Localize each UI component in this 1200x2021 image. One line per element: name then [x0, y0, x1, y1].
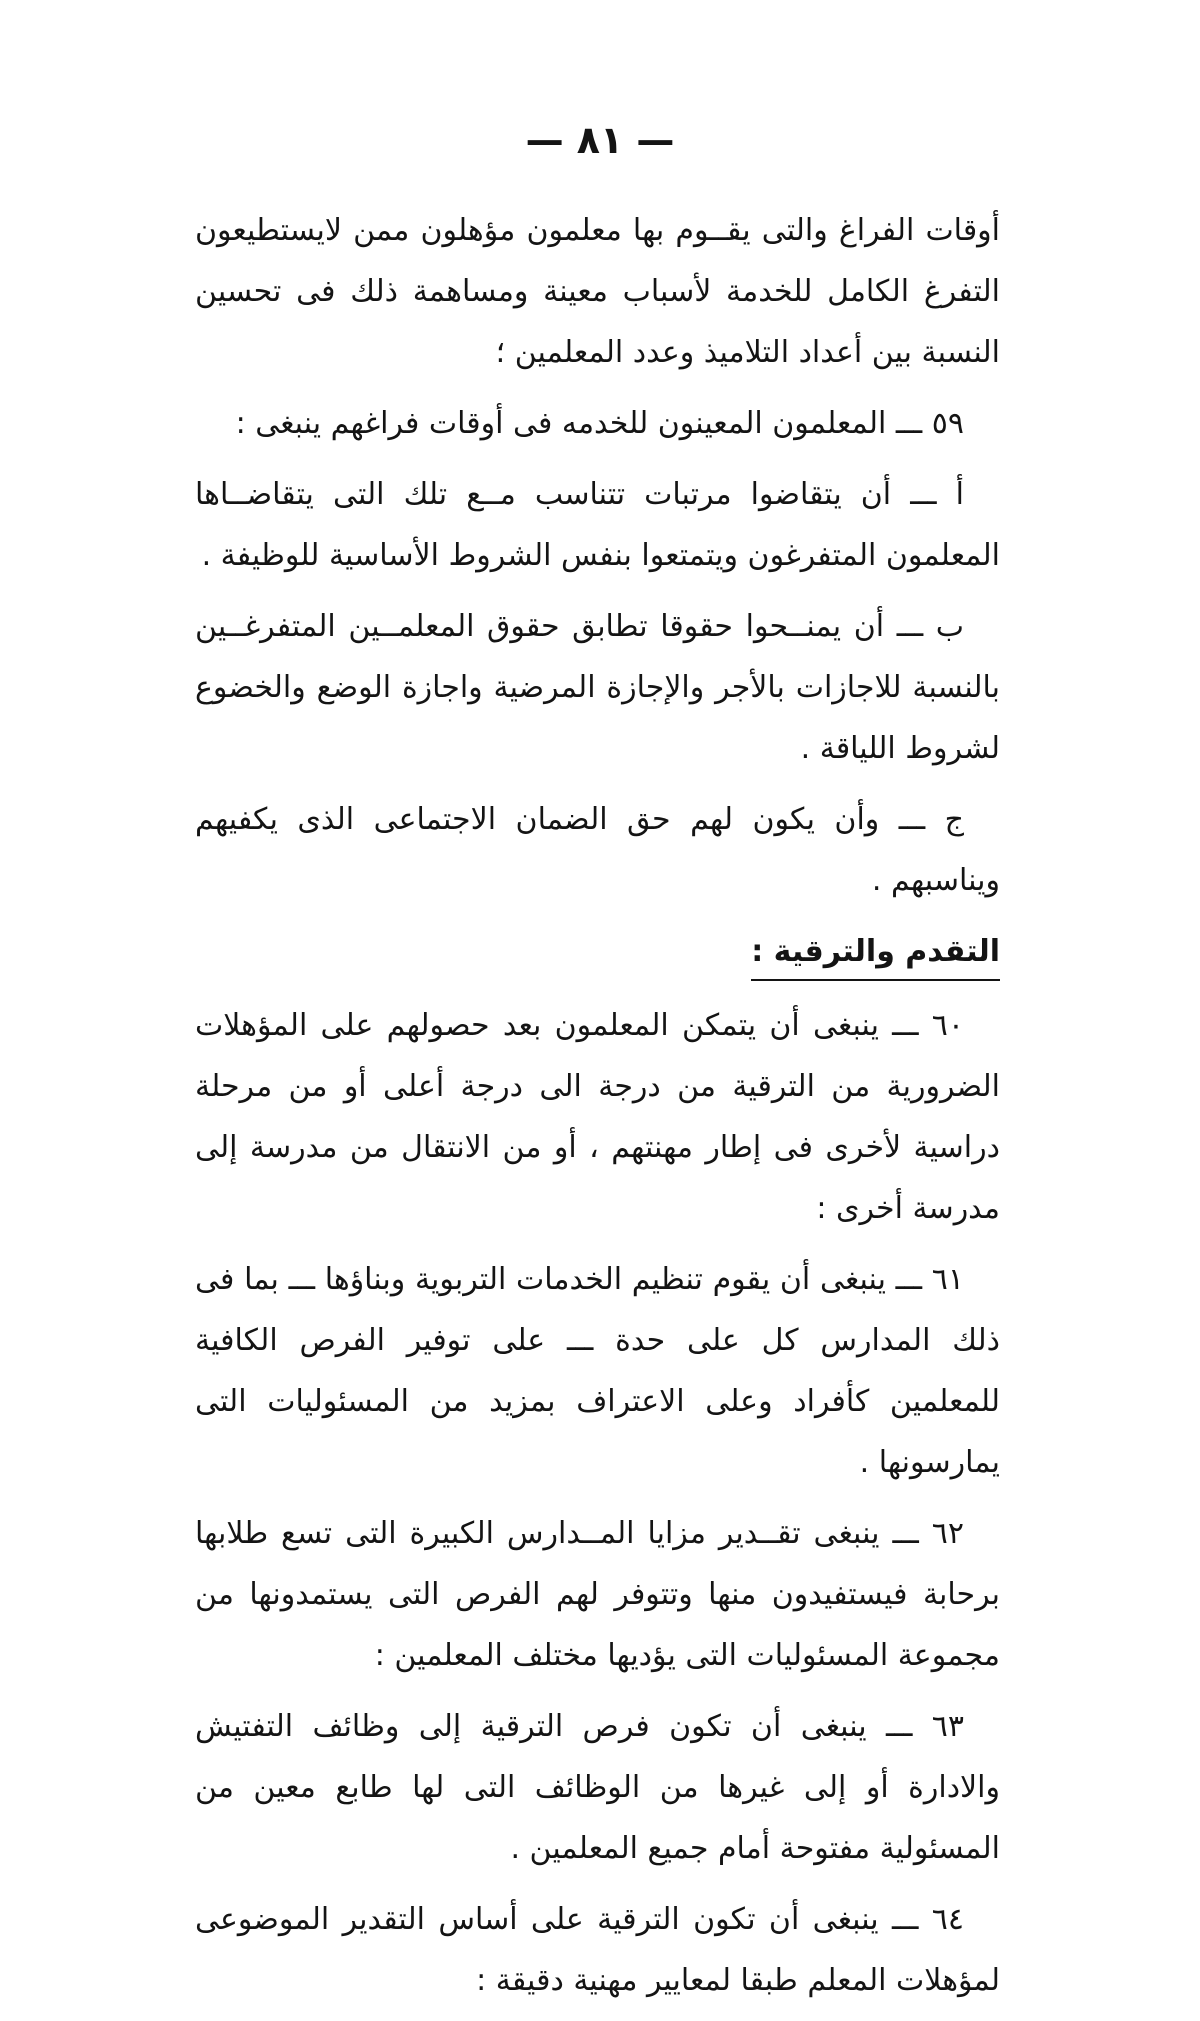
item-61: ٦١ ـــ ينبغى أن يقوم تنظيم الخدمات التربوية وبناؤها ـــ بما فى ذلك المدارس كل على حدة ـــ على توفير الفرص الكافية للمعلمين كأفراد وعلى الاعتراف بمزيد من المسئوليات التى يمارسونها .: [195, 1262, 1000, 1480]
item-63: ٦٣ ـــ ينبغى أن تكون فرص الترقية إلى وظائف التفتيش والادارة أو إلى غيرها من الوظائف التى لها طابع معين من المسئولية مفتوحة أمام جميع المعلمين .: [195, 1709, 1000, 1866]
body-text: [195, 200, 1000, 2021]
item-60: ٦٠ ـــ ينبغى أن يتمكن المعلمون بعد حصولهم على المؤهلات الضرورية من الترقية من درجة الى درجة أعلى أو من مرحلة دراسية لأخرى فى إطار مهنتهم ، أو من الانتقال من مدرسة إلى مدرسة أخرى :: [195, 1008, 1000, 1226]
item-62: ٦٢ ـــ ينبغى تقــدير مزايا المــدارس الكبيرة التى تسع طلابها برحابة فيستفيدون منها وتتوفر لهم الفرص التى يستمدونها من مجموعة المسئوليات التى يؤديها مختلف المعلمين :: [195, 1516, 1000, 1673]
item-59: ٥٩ ـــ المعلمون المعينون للخدمه فى أوقات فراغهم ينبغى :: [235, 406, 964, 441]
item-59-b: ب ـــ أن يمنــحوا حقوقا تطابق حقوق المعلمــين المتفرغــين بالنسبة للاجازات بالأجر والإجازة المرضية واجازة الوضع والخضوع لشروط اللياقة .: [195, 609, 1000, 766]
item-64: ٦٤ ـــ ينبغى أن تكون الترقية على أساس التقدير الموضوعى لمؤهلات المعلم طبقا لمعايير مهنية دقيقة :: [195, 1902, 1000, 1998]
section-heading: التقدم والترقية :: [751, 927, 1000, 981]
item-59-c: ج ـــ وأن يكون لهم حق الضمان الاجتماعى الذى يكفيهم ويناسبهم .: [195, 802, 1000, 898]
page-number: — ٨١ —: [525, 118, 675, 162]
item-59-a: أ ـــ أن يتقاضوا مرتبات تتناسب مــع تلك التى يتقاضــاها المعلمون المتفرغون ويتمتعوا بنفس الشروط الأساسية للوظيفة .: [195, 477, 1000, 573]
intro-paragraph: أوقات الفراغ والتى يقــوم بها معلمون مؤهلون ممن لايستطيعون التفرغ الكامل للخدمة لأسباب معينة ومساهمة ذلك فى تحسين النسبة بين أعداد التلاميذ وعدد المعلمين ؛: [195, 213, 1000, 370]
